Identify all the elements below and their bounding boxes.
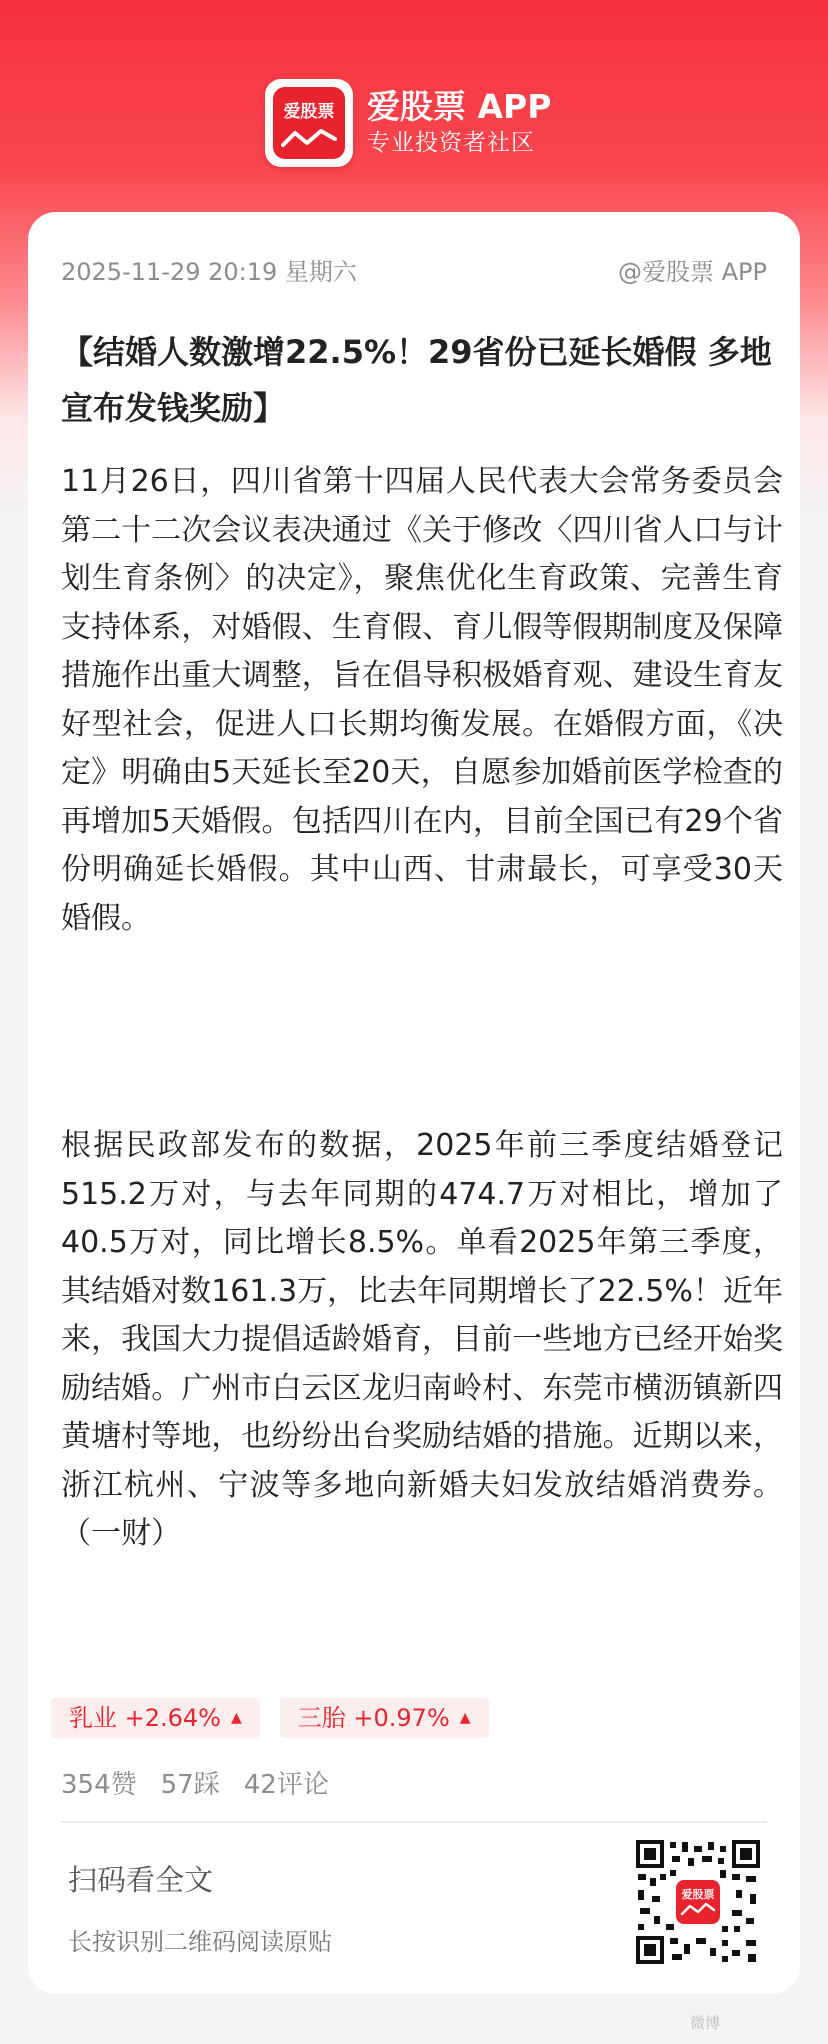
- stock-tags: [51, 1698, 489, 1738]
- post-source[interactable]: @爱股票 APP: [618, 258, 767, 286]
- tag-label: 三胎 +0.97%: [297, 1704, 450, 1732]
- qr-title: 扫码看全文: [68, 1863, 214, 1897]
- logo-text: 爱股票: [283, 102, 335, 122]
- post-meta: [61, 252, 767, 287]
- divider: [61, 1821, 767, 1823]
- up-arrow-icon: ▲: [230, 1710, 242, 1726]
- qr-logo-text: 爱股票: [681, 1888, 715, 1901]
- watermark: 微博: [690, 2014, 721, 2032]
- like-count[interactable]: 354赞: [61, 1770, 137, 1800]
- tag-label: 乳业 +2.64%: [69, 1704, 221, 1732]
- app-slogan: 专业投资者社区: [367, 130, 535, 156]
- post-title: 【结婚人数激增22.5%！29省份已延长婚假 多地宣布发钱奖励】: [61, 333, 772, 427]
- post-paragraph: 11月26日，四川省第十四届人民代表大会常务委员会第二十二次会议表决通过《关于修改〈四川省人口与计划生育条例〉的决定》，聚焦优化生育政策、完善生育支持体系，对婚假、生育假、育儿假等假期制度及保障措施作出重大调整，旨在倡导积极婚育观、建设生育友好型社会，促进人口长期均衡发展。在婚假方面，《决定》明确由5天延长至20天，自愿参加婚前医学检查的再增加5天婚假。包括四川在内，目前全国已有29个省份明确延长婚假。其中山西、甘肃最长，可享受30天婚假。: [61, 464, 783, 936]
- post-datetime: 2025-11-29 20:19 星期六: [61, 258, 357, 286]
- stock-tag-dairy[interactable]: [51, 1698, 260, 1738]
- chart-line-icon: [281, 125, 337, 151]
- post-card: [28, 212, 800, 1994]
- post-paragraph: 根据民政部发布的数据，2025年前三季度结婚登记515.2万对，与去年同期的474.7万对相比，增加了40.5万对，同比增长8.5%。单看2025年第三季度，其结婚对数161.3万，比去年同期增长了22.5%！近年来，我国大力提倡适龄婚育，目前一些地方已经开始奖励结婚。广州市白云区龙归南岭村、东莞市横沥镇新四黄塘村等地，也纷纷出台奖励结婚的措施。近期以来，浙江杭州、宁波等多地向新婚夫妇发放结婚消费券。（一财）: [61, 1128, 783, 1551]
- brand-header: [265, 80, 551, 166]
- qr-code[interactable]: [636, 1840, 760, 1964]
- qr-hint: 长按识别二维码阅读原贴: [68, 1928, 332, 1956]
- app-name: 爱股票 APP: [367, 87, 552, 126]
- app-logo: [265, 79, 353, 167]
- post-stats: [61, 1764, 329, 1801]
- stock-tag-third-child[interactable]: [280, 1698, 489, 1738]
- comment-count[interactable]: 42评论: [243, 1770, 329, 1800]
- up-arrow-icon: ▲: [459, 1710, 471, 1726]
- dislike-count[interactable]: 57踩: [160, 1770, 220, 1800]
- qr-code-graphic: [636, 1840, 760, 1964]
